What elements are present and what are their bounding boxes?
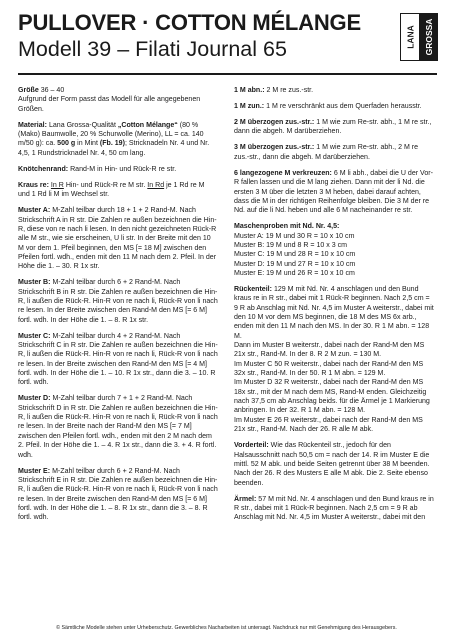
material-color-number: (Fb. 19) <box>99 140 125 148</box>
kraus-paragraph <box>18 181 218 200</box>
size-label: Größe <box>18 87 39 94</box>
abn-text: 2 M re zus.-str. <box>264 87 314 94</box>
zun-paragraph <box>234 102 434 111</box>
abn-paragraph <box>234 86 434 95</box>
copyright-footer: © Sämtliche Modelle stehen unter Urheberschutz. Gewerbliches Nacharbeiten ist untersagt. Nachdruck nur mit Genehmigung des Herausgebers. <box>56 625 397 631</box>
kraus-rounds-marker: In Rd <box>147 181 165 189</box>
muster-b-paragraph <box>18 278 218 325</box>
kraus-post: je 1 Rd re M und 1 Rd li M im Wechsel str. <box>18 181 205 199</box>
rueckenteil-text-1: 129 M mit Nd. Nr. 4 anschlagen und den Bund kraus re in R str., dabei mit 1 Rück-R beginnen. Nach 2,5 cm = 9 R ab Anschlag mit Nd. Nr. 4,5 im Muster A weiterstr., dabei mit den 10 M vor dem MS beginnen, die 18 M des MS 6x arb., enden mit den 11 M nach den MS. In der 30. R 1 M abn. = 128 M. <box>234 285 434 340</box>
muster-e-text: M-Zahl teilbar durch 6 + 2 Rand-M. Nach Strickschrift E in R str. Die Zahlen re außen bezeichnen die Hin-R, li außen die Rück-R. Hin-R von re nach li, Rück-R von li nach re lesen. In der Breite zwischen den Rand-M den MS [= 6 M] fortl. wdh. In der Höhe die 1. – 8. R 1x str., dann die 3. – 8. R fortl. wdh. <box>18 467 218 522</box>
muster-d-label: Muster D: <box>18 395 51 403</box>
aermel-text: 57 M mit Nd. Nr. 4 anschlagen und den Bund kraus re in R str., dabei mit 1 Rück-R beginnen. Nach 2,5 cm = 9 R ab Anschlag mit Nd. Nr. 4,5 im Muster A weiterstr., dabei mit den <box>234 495 434 522</box>
material-label: Material: <box>18 121 47 129</box>
material-post: ; Stricknadeln Nr. 4 und Nr. 4,5, 1 Rundstricknadel Nr. 4, 50 cm lang. <box>18 140 210 157</box>
vorderteil-label: Vorderteil: <box>234 442 269 450</box>
rueckenteil-paragraph <box>234 285 434 435</box>
material-paragraph <box>18 121 218 158</box>
rueckenteil-label: Rückenteil: <box>234 285 272 293</box>
size-line <box>18 86 218 95</box>
zun-text: 1 M re verschränkt aus dem Querfaden herausstr. <box>264 103 422 111</box>
aermel-paragraph <box>234 495 434 523</box>
material-mid: (80 % (Mako) Baumwolle, 20 % Schurwolle (Merino), LL = ca. 140 m/50 g): ca. <box>18 121 204 148</box>
rueckenteil-text-5: Im Muster E 26 R weiterstr., dabei nach der Rand-M den MS 21x str., Rand-M. Nach der 26. R alle M abk. <box>234 416 423 434</box>
maschenproben-list <box>234 232 434 279</box>
aermel-label: Ärmel: <box>234 495 257 503</box>
rueckenteil-text-2: Dann im Muster B weiterstr., dabei nach der Rand-M den MS 21x str., Rand-M. In der 8. R 2 M zun. = 130 M. <box>234 342 425 359</box>
page-title: PULLOVER · COTTON MÉLANGE <box>18 10 361 35</box>
vorderteil-text: Wie das Rückenteil str., jedoch für den Halsausschnitt nach 50,5 cm = nach der 14. R im Muster E die mittl. 52 M abk. und beide Seiten getrennt über 38 M beenden. Nach der 26. R des Musters E alle M abk. Die 2. Seite ebenso beenden. <box>234 442 430 487</box>
logo-word-grossa: GROSSA <box>424 18 434 56</box>
material-yarn: „Cotton Mélange“ <box>117 121 178 129</box>
ueberzogen-2-label: 2 M überzogen zus.-str.: <box>234 119 315 127</box>
material-amount: 500 g <box>57 140 76 148</box>
rueckenteil-text-3: Im Muster C 50 R weiterstr., dabei nach der Rand-M den MS 32x str., Rand-M. In der 50. R 1 M abn. = 129 M. <box>234 360 424 378</box>
left-column <box>18 86 218 529</box>
ueberzogen-2-paragraph <box>234 118 434 137</box>
muster-b-text: M-Zahl teilbar durch 6 + 2 Rand-M. Nach Strickschrift B in R str. Die Zahlen re außen bezeichnen die Hin-R, li außen die Rück-R. Hin-R von re nach li, Rück-R von li nach re lesen. In der Breite zwischen den Rand-M den MS [= 6 M] fortl. wdh. In der Höhe die 1. – 8. R 1x str. <box>18 279 218 324</box>
muster-e-label: Muster E: <box>18 467 51 475</box>
verkreuzen-paragraph <box>234 169 434 216</box>
logo-word-lana: LANA <box>405 25 416 49</box>
lana-grossa-logo <box>400 13 438 61</box>
maschenproben-heading: Maschenproben mit Nd. Nr. 4,5: <box>234 223 340 231</box>
ueberzogen-3-label: 3 M überzogen zus.-str.: <box>234 144 315 152</box>
vorderteil-paragraph <box>234 441 434 488</box>
muster-d-text: M-Zahl teilbar durch 7 + 1 + 2 Rand-M. Nach Strickschrift D in R str. Die Zahlen re außen bezeichnen die Hin-R, li außen die Rück-R. Hin-R von re nach li, Rück-R von li nach re lesen. In der Breite nach der Rand-M den MS [= 7 M] zwischen den Pfeilen fortl. wdh., enden mit den 2 M nach dem 2. Pfeil. In der Höhe die 1. – 4. R 1x str., dann die 3. + 4. R fortl. wdh. <box>18 395 218 459</box>
list-item: Muster E: 19 M und 26 R = 10 x 10 cm <box>234 269 355 277</box>
muster-e-paragraph <box>18 467 218 523</box>
size-note: Aufgrund der Form passt das Modell für alle angegebenen Größen. <box>18 96 201 113</box>
abn-label: 1 M abn.: <box>234 87 265 94</box>
muster-c-label: Muster C: <box>18 332 51 340</box>
header-divider <box>18 73 437 75</box>
right-column <box>234 86 434 529</box>
size-value: 36 – 40 <box>38 87 65 94</box>
page-subtitle: Modell 39 – Filati Journal 65 <box>18 37 287 61</box>
knoetchenrand-text: Rand-M in Hin- und Rück-R re str. <box>68 165 177 173</box>
material-color-pre: in Mint <box>75 140 100 148</box>
muster-b-label: Muster B: <box>18 279 51 287</box>
zun-label: 1 M zun.: <box>234 103 265 111</box>
muster-d-paragraph <box>18 394 218 459</box>
verkreuzen-label: 6 langezogene M verkreuzen: <box>234 169 332 177</box>
ueberzogen-3-paragraph <box>234 143 434 162</box>
knoetchenrand-paragraph <box>18 165 218 174</box>
rueckenteil-text-4: Im Muster D 32 R weiterstr., dabei nach der Rand-M den MS 18x str., mit der M nach dem MS, Rand-M enden. Gleichzeitig nach 37,5 cm ab Anschlag beids. für die Ärmel je 1 Markierung anbringen. In der 32. R 1 M abn. = 128 M. <box>234 379 430 415</box>
muster-c-text: M-Zahl teilbar durch 4 + 2 Rand-M. Nach Strickschrift C in R str. Die Zahlen re außen bezeichnen die Hin-R, li außen die Rück-R. Hin-R von re nach li, Rück-R von li nach re lesen. In der Breite zwischen den Rand-M den MS [= 4 M] fortl. wdh. In der Höhe die 1. – 10. R 1x str., dann die 3. – 10. R fortl. wdh. <box>18 332 218 387</box>
ueberzogen-2-text: 1 M wie zum Re-str. abh., 1 M re str., dann die abgeh. M darüberziehen. <box>234 119 432 136</box>
list-item: Muster B: 19 M und 8 R = 10 x 3 cm <box>234 241 347 249</box>
muster-a-text: M-Zahl teilbar durch 18 + 1 + 2 Rand-M. Nach Strickschrift A in R str. Die Zahlen re außen bezeichnen die Hin-R, diese von re nach li lesen. In den nicht gezeichneten Rück-R alle M str., wie sie erscheinen, U li str. In der Breite mit den 10 M vor dem 1. Pfeil beginnen, den MS [= 18 M] zwischen den Pfeilen fortl. wdh., enden mit den 11 M nach dem 2. Pfeil. In der Höhe die 1. – 30. R 1x str. <box>18 207 217 271</box>
knoetchenrand-label: Knötchenrand: <box>18 165 69 173</box>
muster-a-paragraph <box>18 206 218 271</box>
muster-a-label: Muster A: <box>18 207 51 215</box>
kraus-rows-marker: In R <box>50 181 64 189</box>
material-pre: Lana Grossa-Qualität <box>46 121 118 129</box>
list-item: Muster C: 19 M und 28 R = 10 x 10 cm <box>234 251 356 259</box>
list-item: Muster A: 19 M und 30 R = 10 x 10 cm <box>234 232 355 240</box>
list-item: Muster D: 19 M und 27 R = 10 x 10 cm <box>234 260 356 268</box>
muster-c-paragraph <box>18 332 218 388</box>
kraus-label: Kraus re: <box>18 181 49 189</box>
verkreuzen-text: 6 M li abh., dabei die U der Vor-R fallen lassen und die M lang ziehen. Dann mit der li Nd. die ersten 3 M über die letzten 3 M heben, dabei darauf achten, dass die M in der richtigen Reihenfolge bleiben. Die 3 M der re Nd. auf die li Nd. heben und alle 6 M nacheinander re str. <box>234 169 433 215</box>
kraus-mid: Hin- und Rück-R re M str. <box>63 181 148 189</box>
ueberzogen-3-text: 1 M wie zum Re-str. abh., 2 M re zus.-str., dann die abgeh. M darüberziehen. <box>234 144 419 161</box>
